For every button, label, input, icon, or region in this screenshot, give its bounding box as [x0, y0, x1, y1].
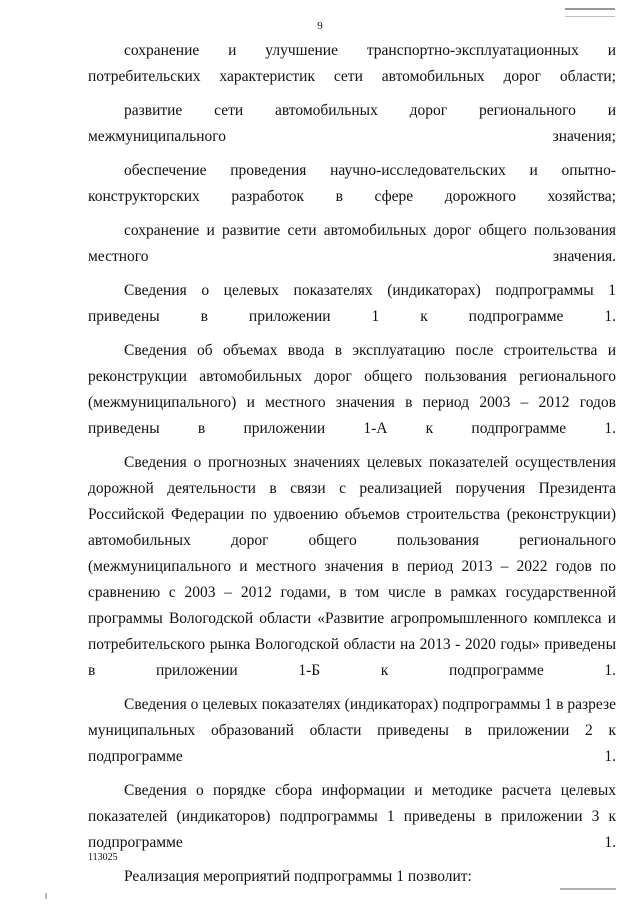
paragraph-research: обеспечение проведения научно-исследовательских и опытно-конструкторских разработок в сфере дорожного хозяйства; — [88, 162, 616, 205]
paragraph-implementation-intro: Реализация мероприятий подпрограммы 1 позволит: — [124, 868, 472, 885]
paragraph-methodology-appendix-3: Сведения о порядке сбора информации и методике расчета целевых показателей (индикаторов) подпрограммы 1 приведены в приложении 3 к подпрограмме 1. — [88, 782, 616, 851]
paragraph-road-development: развитие сети автомобильных дорог регионального и межмуниципального значения; — [88, 102, 616, 145]
paragraph-commissioning-appendix-1a: Сведения об объемах ввода в эксплуатацию после строительства и реконструкции автомобильных дорог общего пользования регионального (межмуниципального) и местного значения в период 2003 – 2012 годов приведены в приложении 1-А к подпрограмме 1. — [88, 342, 616, 437]
paragraph-forecast-appendix-1b: Сведения о прогнозных значениях целевых показателей осуществления дорожной деятельности в связи с реализацией поручения Президента Российской Федерации по удвоению объемов строительства (реконструкции) автомобильных дорог общего пользования регионального (межмуниципального и местного значения в период 2013 – 2022 годов по сравнению с 2003 – 2012 годами, в том числе в рамках государственной программы Вологодской области «Развитие агропромышленного комплекса и потребительского рынка Вологодской области на 2013 - 2020 годы» приведены в приложении 1-Б к подпрограмме 1. — [88, 454, 616, 679]
scan-artifact-dot — [45, 893, 47, 899]
paragraph-road-preservation: сохранение и улучшение транспортно-эксплуатационных и потребительских характеристик сети автомобильных дорог области; — [88, 42, 616, 85]
paragraph-local-roads: сохранение и развитие сети автомобильных дорог общего пользования местного значения. — [88, 222, 616, 265]
footer-document-code: 113025 — [88, 852, 118, 863]
scan-artifact-top — [565, 8, 615, 17]
page-number: 9 — [317, 20, 323, 32]
document-body — [88, 38, 616, 890]
paragraph-municipal-appendix-2: Сведения о целевых показателях (индикаторах) подпрограммы 1 в разрезе муниципальных образований области приведены в приложении 2 к подпрограмме 1. — [88, 696, 616, 765]
paragraph-indicators-appendix-1: Сведения о целевых показателях (индикаторах) подпрограммы 1 приведены в приложении 1 к подпрограмме 1. — [88, 282, 616, 325]
scan-artifact-bottom — [560, 888, 616, 893]
